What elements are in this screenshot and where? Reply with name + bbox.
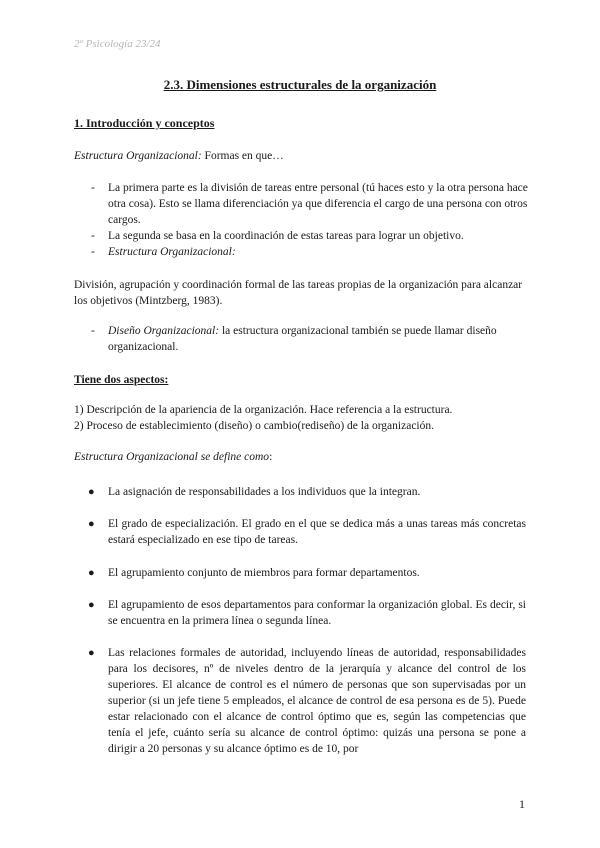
defined-as-colon: :: [269, 451, 273, 463]
bullet-icon: ●: [88, 518, 95, 530]
aspect-1: 1) Descripción de la apariencia de la organización. Hace referencia a la estructura.: [74, 404, 453, 416]
aspect-2: 2) Proceso de establecimiento (diseño) o cambio(rediseño) de la organización.: [74, 420, 434, 432]
bullet-icon: ●: [88, 486, 95, 498]
bullet-text: El grado de especialización. El grado en el que se dedica más a unas tareas más concretas estará especializado en ese tipo de tareas.: [108, 518, 526, 546]
list-item: - La primera parte es la división de tareas entre personal (tú haces esto y la otra persona hace otra cosa). Esto se llama diferenciación ya que diferencia el cargo de una persona con otros cargos.: [74, 180, 534, 228]
bullet-text: La asignación de responsabilidades a los individuos que la integran.: [108, 486, 421, 498]
bullet-item: [74, 516, 526, 548]
diseno-rest: la estructura organizacional también se puede llamar diseño organizacional.: [108, 325, 497, 353]
list-item: [74, 323, 534, 355]
section-heading-intro: 1. Introducción y conceptos: [74, 116, 215, 130]
bullet-text: El agrupamiento de esos departamentos para conformar la organización global. Es decir, si se encuentra en la primera línea o segunda línea.: [108, 599, 526, 627]
intro-rest: Formas en que…: [201, 150, 284, 162]
intro-line: [74, 150, 284, 162]
list-item: - La segunda se basa en la coordinación de estas tareas para lograr un objetivo.: [74, 228, 534, 244]
dash-list: [74, 180, 534, 260]
page-title: 2.3. Dimensiones estructurales de la organización: [163, 77, 437, 92]
bullet-icon: ●: [88, 647, 95, 659]
list-item: - Estructura Organizacional:: [74, 244, 534, 260]
header-note: 2º Psicología 23/24: [74, 38, 161, 50]
diseno-list: [74, 323, 534, 355]
definition-paragraph: División, agrupación y coordinación formal de las tareas propias de la organización para alcanzar los objetivos (Mintzberg, 1983).: [74, 279, 523, 307]
bullet-text: El agrupamiento conjunto de miembros para formar departamentos.: [108, 567, 420, 579]
bullet-icon: ●: [88, 599, 95, 611]
diseno-term: Diseño Organizacional:: [108, 325, 220, 337]
defined-as-line: [74, 451, 272, 463]
bullet-text: Las relaciones formales de autoridad, incluyendo líneas de autoridad, responsabilidades para los decisores, nº de niveles dentro de la jerarquía y alcance del control de los superiores. El alcance de control es el número de personas que son supervisadas por un superior (si un jefe tiene 5 empleados, el alcance de control de esa persona es de 5). Puede estar relacionado con el alcance de control óptimo que es, según las competencias que tenía el jefe, cuánto sería su alcance de control óptimo: quizás una persona se pone a dirigir a 20 personas y su alcance óptimo es de 10, por: [108, 647, 526, 755]
defined-as-term: Estructura Organizacional se define como: [74, 451, 270, 463]
page-number: 1: [519, 797, 525, 811]
bullet-item: [74, 597, 526, 629]
bullet-item: [74, 484, 526, 500]
bullet-item: [74, 645, 526, 757]
bullet-icon: ●: [88, 567, 95, 579]
intro-term: Estructura Organizacional:: [74, 150, 202, 162]
bullet-item: [74, 565, 526, 581]
aspects-heading: Tiene dos aspectos:: [74, 374, 169, 386]
